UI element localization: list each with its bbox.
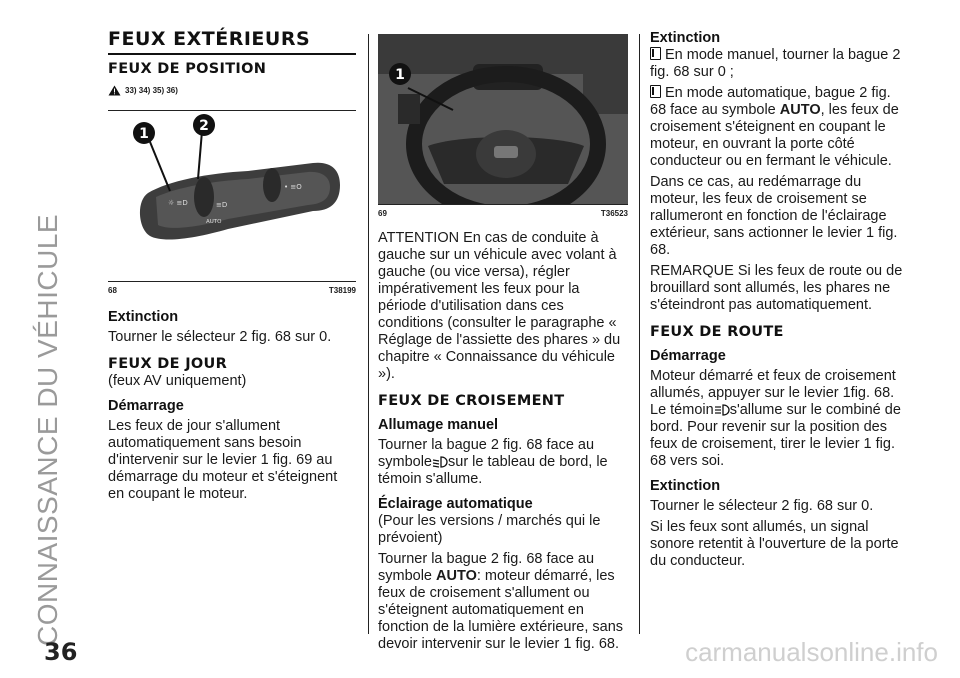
- figure-code: T36523: [600, 209, 628, 218]
- croisement-title: FEUX DE CROISEMENT: [378, 393, 565, 409]
- extinction-heading: Extinction: [108, 309, 179, 325]
- column-3: [650, 30, 906, 570]
- extinction-heading: Extinction: [650, 478, 721, 494]
- allumage-text-part1: Tourner la bague 2 fig. 68 face au symbole: [378, 437, 595, 470]
- column-divider: [639, 34, 640, 634]
- bullet-2: [650, 85, 906, 170]
- feux-jour-title: FEUX DE JOUR: [108, 356, 228, 372]
- figure-number: 69: [378, 209, 387, 218]
- auto-symbol: AUTO: [436, 568, 477, 584]
- eclairage-text: [378, 551, 628, 653]
- demarrage-text: [650, 368, 906, 470]
- low-beam-icon: [432, 456, 448, 468]
- auto-label: AUTO: [206, 219, 222, 225]
- figure-caption: [108, 286, 356, 295]
- demarrage-text-part1: Moteur démarré et feux de croisement allumés, appuyer sur le levier 1fig. 68. Le témoin: [650, 368, 896, 418]
- column-1: [108, 28, 356, 503]
- extinction-text: Tourner le sélecteur 2 fig. 68 sur 0.: [108, 329, 332, 345]
- callout-1: 1: [395, 67, 405, 83]
- eclairage-heading: Éclairage automatique: [378, 496, 533, 512]
- subsection-title: FEUX DE POSITION: [108, 61, 267, 77]
- figure-code: T38199: [328, 286, 356, 295]
- allumage-text: [378, 437, 628, 488]
- bullet-2-text-part1: En mode automatique, bague 2 fig. 68 face au symbole: [650, 85, 891, 118]
- bullet-icon: [650, 47, 661, 60]
- bullet-1: [650, 47, 906, 81]
- svg-text:☼ ≡D: ☼ ≡D: [168, 199, 188, 207]
- auto-symbol: AUTO: [779, 102, 821, 118]
- attention-text: ATTENTION En cas de conduite à gauche sur un véhicule avec volant à gauche (ou vice versa), régler impérativement les feux pour la période d'utilisation dans ces conditions (consulter le paragraphe « Réglage de l'assiette des phares » du chapitre « Connaissance du véhicule »).: [378, 230, 621, 382]
- eclairage-sub: (Pour les versions / marchés qui le prévoient): [378, 513, 601, 546]
- svg-text:• ≡O: • ≡O: [284, 183, 302, 191]
- cas-text: Dans ce cas, au redémarrage du moteur, les feux de croisement se rallumeront en fonction de l'éclairage extérieur, sans actionner le levier 1 fig. 68.: [650, 174, 898, 258]
- side-banner: [18, 20, 88, 650]
- figure-number: 68: [108, 286, 117, 295]
- figure-68: [108, 110, 356, 282]
- callout-2: 2: [199, 118, 209, 134]
- demarrage-heading: Démarrage: [650, 348, 726, 364]
- refs-text: 33) 34) 35) 36): [125, 86, 178, 95]
- allumage-text-part2: sur le tableau de bord, le témoin s'allume.: [378, 454, 608, 487]
- remarque-text: REMARQUE Si les feux de route ou de brouillard sont allumés, les phares ne s'éteindront pas automatiquement.: [650, 263, 903, 313]
- high-beam-icon: [714, 404, 730, 416]
- eclairage-text-part2: : moteur démarré, les feux de croisement s'allument ou s'éteignent automatiquement en fonction de la lumière extérieure, sans devoir intervenir sur le levier 1 fig. 68.: [378, 568, 624, 652]
- last-text: Si les feux sont allumés, un signal sonore retentit à l'ouverture de la porte du conducteur.: [650, 519, 899, 569]
- steering-wheel-illustration: [378, 34, 628, 204]
- demarrage-text-part2: s'allume sur le combiné de bord. Pour revenir sur la position des feux de croisement, tirer le levier 1 fig. 68 vers soi.: [650, 402, 901, 469]
- warning-refs: [108, 85, 356, 96]
- demarrage-heading: Démarrage: [108, 398, 184, 414]
- column-2: [378, 28, 628, 653]
- eclairage-text-part1: Tourner la bague 2 fig. 68 face au symbole: [378, 551, 595, 584]
- figure-69: [378, 34, 628, 205]
- warning-icon: [108, 85, 121, 96]
- column-divider: [368, 34, 369, 634]
- allumage-heading: Allumage manuel: [378, 417, 499, 433]
- side-title: CONNAISSANCE DU VÉHICULE: [32, 213, 63, 646]
- watermark: carmanualsonline.info: [685, 637, 938, 667]
- extinction-text: Tourner le sélecteur 2 fig. 68 sur 0.: [650, 498, 874, 514]
- svg-text:888: 888: [496, 74, 511, 83]
- bullet-2-text-part2: , les feux de croisement s'éteignent en coupant le moteur, en ouvrant la porte côté conducteur ou en fermant le véhicule.: [650, 102, 899, 169]
- demarrage-text: Les feux de jour s'allument automatiquement sans besoin d'intervenir sur le levier 1 fig. 69 au démarrage du moteur et s'éteignent en coupant le moteur.: [108, 418, 338, 502]
- route-title: FEUX DE ROUTE: [650, 324, 784, 340]
- callout-1: 1: [139, 126, 149, 142]
- bullet-1-text: En mode manuel, tourner la bague 2 fig. 68 sur 0 ;: [650, 47, 901, 80]
- feux-jour-sub: (feux AV uniquement): [108, 373, 247, 389]
- page-number: 36: [44, 638, 78, 666]
- section-title: FEUX EXTÉRIEURS: [108, 28, 356, 55]
- extinction-heading: Extinction: [650, 30, 721, 46]
- svg-text:≡D: ≡D: [216, 201, 228, 209]
- figure-caption: [378, 209, 628, 218]
- bullet-icon: [650, 85, 661, 98]
- stalk-illustration: [108, 111, 356, 281]
